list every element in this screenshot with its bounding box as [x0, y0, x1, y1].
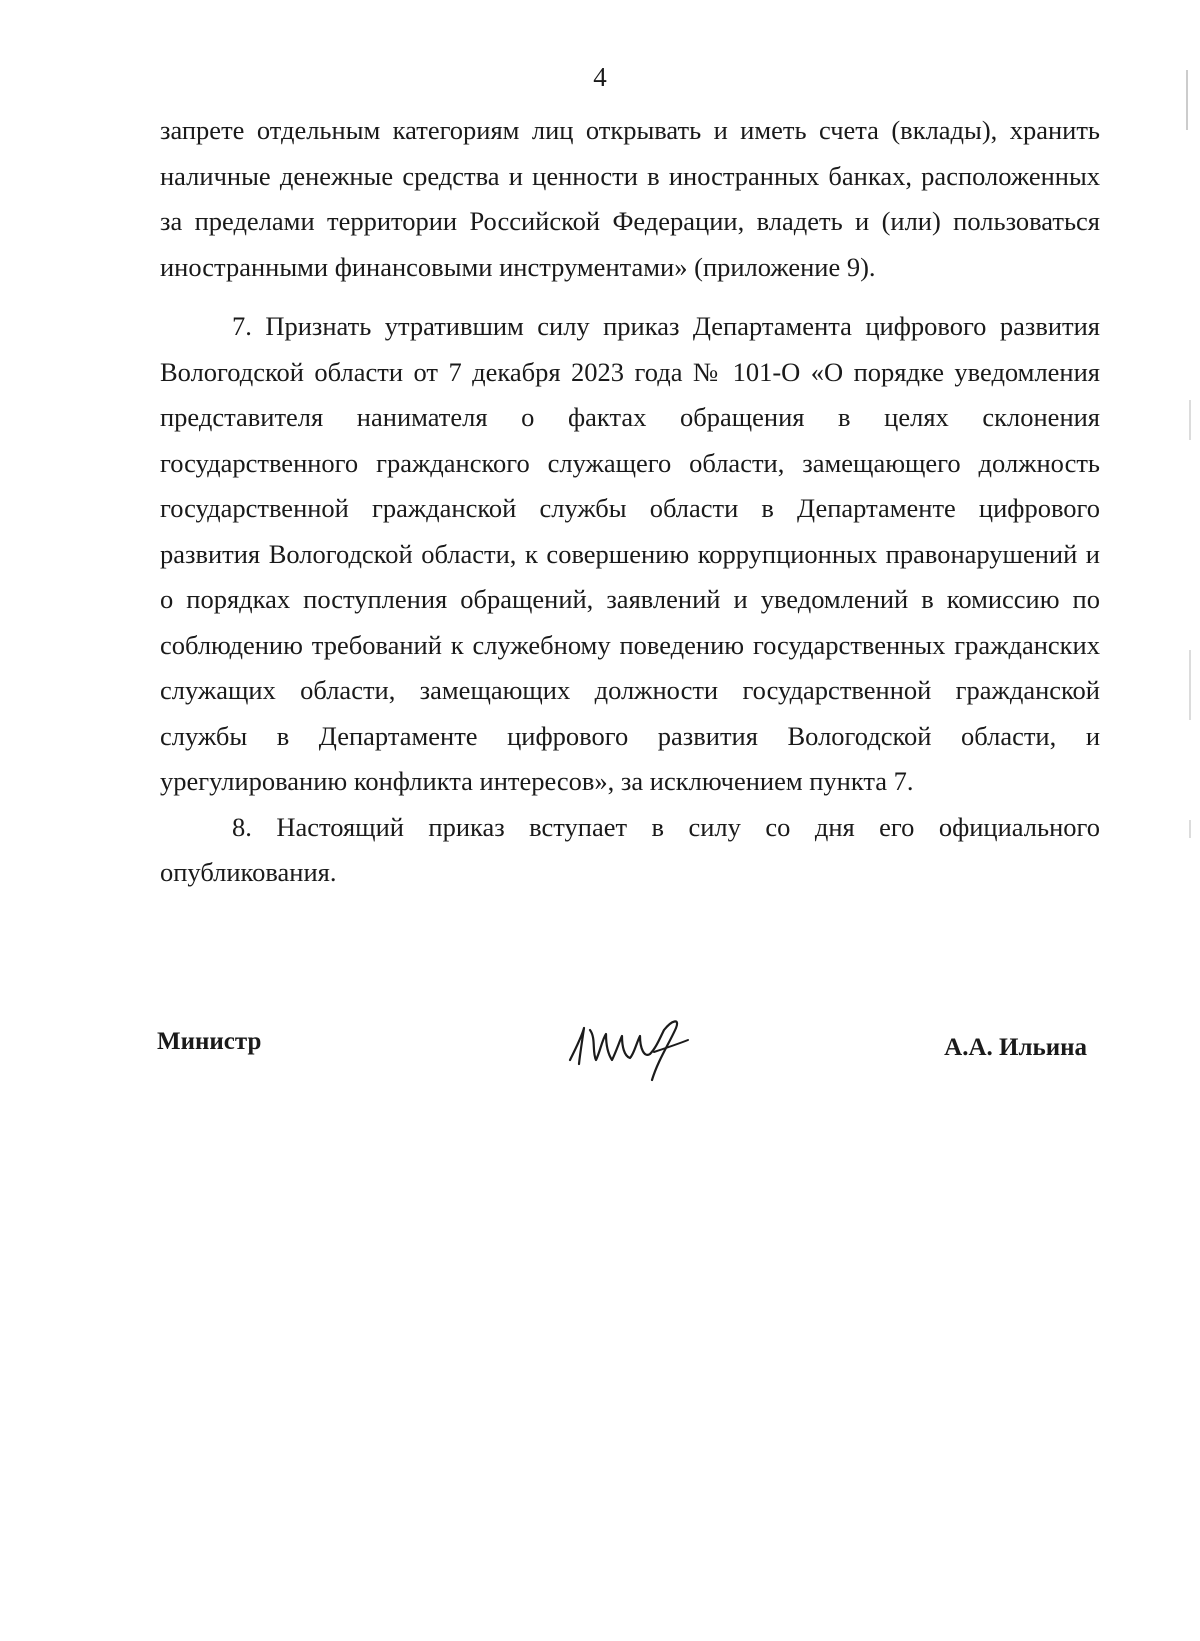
page-number: 4: [593, 62, 607, 92]
signature-block: [157, 1008, 1087, 1098]
signatory-name: А.А. Ильина: [944, 1034, 1087, 1061]
scan-edge-mark: [1189, 650, 1191, 720]
signatory-title: Министр: [157, 1028, 262, 1055]
scan-edge-mark: [1189, 820, 1191, 838]
handwritten-signature: [562, 1008, 702, 1088]
paragraph-item-8: 8. Настоящий приказ вступает в силу со дня его официального опубликования.: [160, 811, 1100, 887]
scan-edge-mark: [1189, 400, 1191, 440]
paragraph-1: запрете отдельным категориям лиц открывать и иметь счета (вклады), хранить наличные денежные средства и ценности в иностранных банках, расположенных за пределами территории Российской Федерации, владеть и (или) пользоваться иностранными финансовыми инструментами» (приложение 9).: [160, 115, 1100, 282]
paragraph-item-7: 7. Признать утратившим силу приказ Департамента цифрового развития Вологодской области от 7 декабря 2023 года № 101-О «О порядке уведомления представителя нанимателя о фактах обращения в целях склонения государственного гражданского служащего области, замещающего должность государственной гражданской службы области в Департаменте цифрового развития Вологодской области, к совершению коррупционных правонарушений и о порядках поступления обращений, заявлений и уведомлений в комиссию по соблюдению требований к служебному поведению государственных гражданских служащих области, замещающих должности государственной гражданской службы в Департаменте цифрового развития Вологодской области, и урегулированию конфликта интересов», за исключением пункта 7.: [160, 311, 1100, 796]
document-body: [160, 108, 1100, 896]
scan-edge-mark: [1186, 70, 1188, 130]
